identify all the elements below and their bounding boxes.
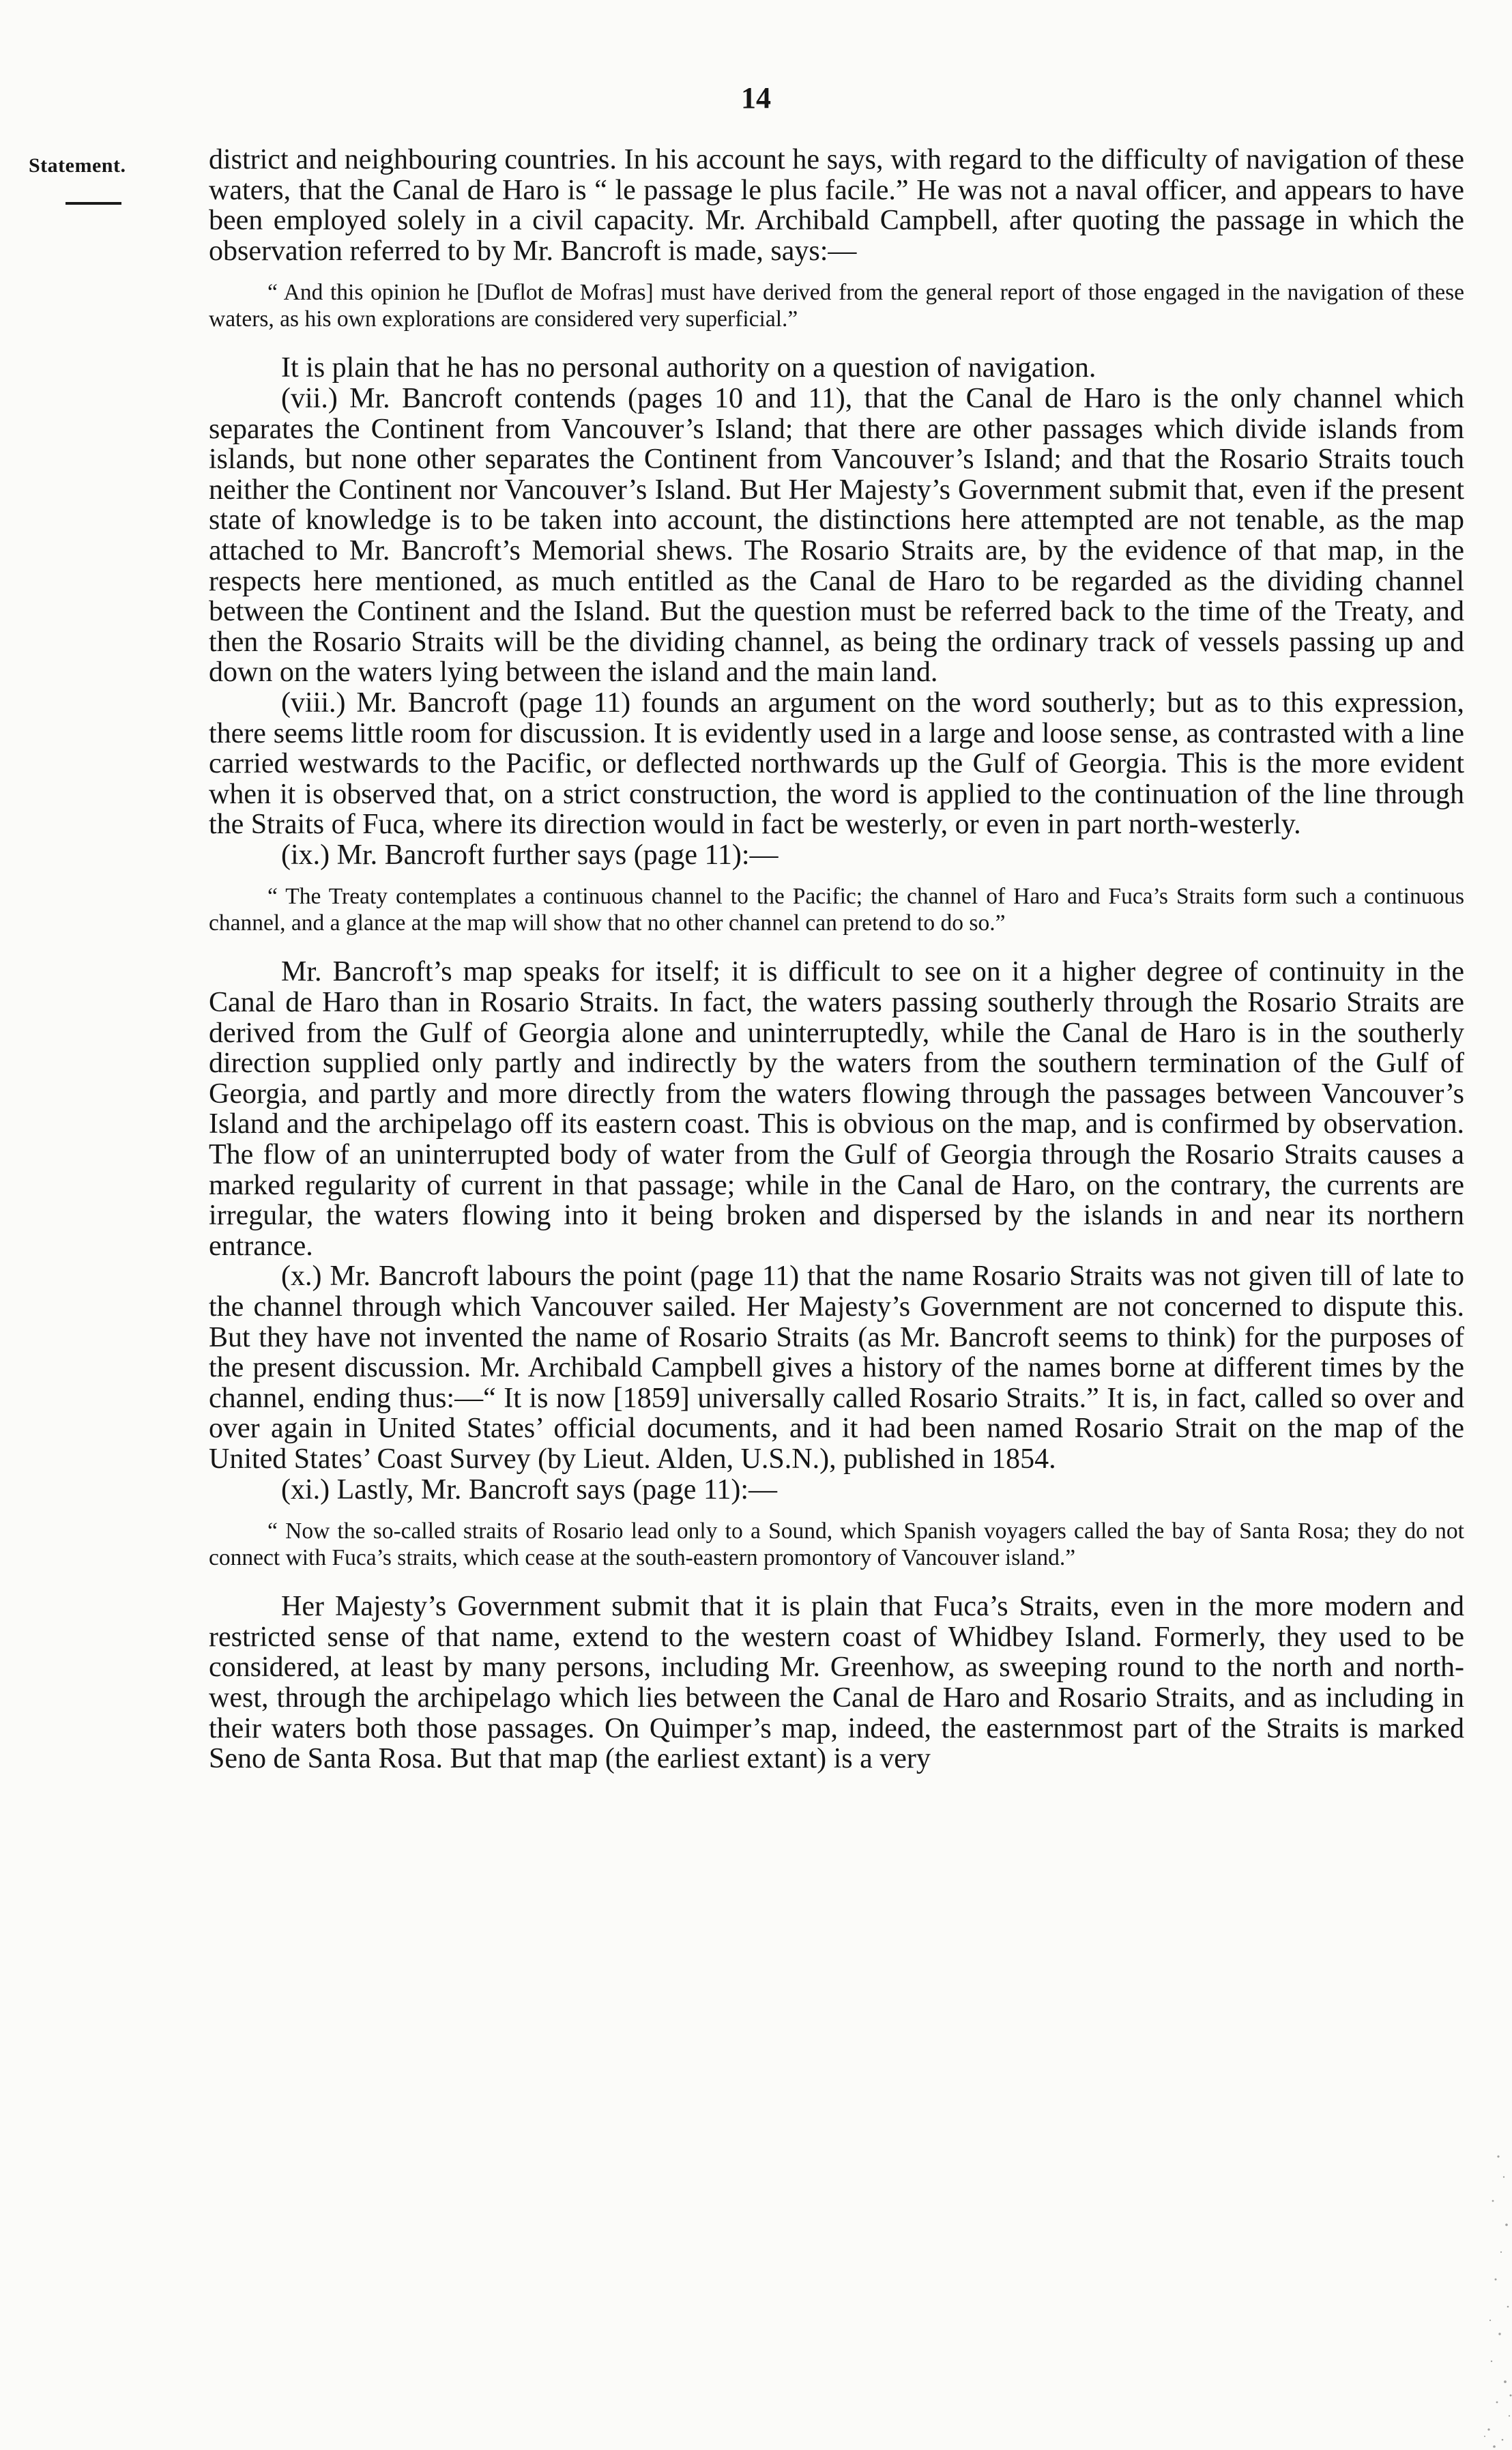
paragraph-map-continuity: Mr. Bancroft’s map speaks for itself; it is difficult to see on it a higher degree of continuity in the Canal de Haro than in Rosario Straits. In fact, the waters passing southerly through the Rosario Straits are derived from the Gulf of Georgia alone and uninterruptedly, while the Canal de Haro is in the southerly direction supplied only partly and indirectly by the waters from the southern termination of the Gulf of Georgia, and partly and more directly from the waters flowing through the passages between Vancouver’s Island and the archipelago off its eastern coast. This is obvious on the map, and is confirmed by observation. The flow of an uninterrupted body of water from the Gulf of Georgia through the Rosario Straits causes a marked regularity of current in that passage; while in the Canal de Haro, on the contrary, the currents are irregular, the waters flowing into it being broken and dispersed by the islands in and near its northern entrance. <box>209 956 1464 1262</box>
quotation-campbell: “ And this opinion he [Duflot de Mofras] must have derived from the general report of those engaged in the navigation of these waters, as his own explorations are considered very superficial.” <box>209 280 1464 332</box>
paper-edge-speckle <box>1451 2136 1512 2450</box>
paragraph-fuca-straits: Her Majesty’s Government submit that it is plain that Fuca’s Straits, even in the more modern and restricted sense of that name, extend to the western coast of Whidbey Island. Formerly, they used to be considered, at least by many persons, including Mr. Greenhow, as sweeping round to the north and north-west, through the archipelago which lies between the Canal de Haro and Rosario Straits, and as including in their waters both those passages. On Quimper’s map, indeed, the easternmost part of the Straits is marked Seno de Santa Rosa. But that map (the earliest extant) is a very <box>209 1591 1464 1775</box>
paragraph-ix: (ix.) Mr. Bancroft further says (page 11):— <box>281 839 779 871</box>
paragraph-continuation: district and neighbouring countries. In his account he says, with regard to the difficulty of navigation of these waters, that the Canal de Haro is “ le passage le plus facile.” He was not a naval officer, and appears to have been employed solely in a civil capacity. Mr. Archibald Campbell, after quoting the passage in which the observation referred to by Mr. Bancroft is made, says:— <box>209 144 1464 267</box>
paragraph-viii: (viii.) Mr. Bancroft (page 11) founds an argument on the word southerly; but as to this expression, there seems little room for discussion. It is evidently used in a large and loose sense, as contrasted with a line carried westwards to the Pacific, or deflected northwards up the Gulf of Georgia. This is the more evident when it is observed that, on a strict construction, the word is applied to the continuation of the line through the Straits of Fuca, where its direction would in fact be westerly, or even in part north-westerly. <box>209 687 1464 841</box>
quotation-treaty: “ The Treaty contemplates a continuous channel to the Pacific; the channel of Haro and Fuca’s Straits form such a continuous channel, and a glance at the map will show that no other channel can pretend to do so.” <box>209 884 1464 936</box>
paragraph-xi: (xi.) Lastly, Mr. Bancroft says (page 11):— <box>281 1473 778 1505</box>
margin-note-statement: Statement. <box>29 154 126 177</box>
paragraph-no-authority: It is plain that he has no personal authority on a question of navigation. <box>281 352 1096 384</box>
quotation-rosario: “ Now the so-called straits of Rosario lead only to a Sound, which Spanish voyagers called the bay of Santa Rosa; they do not connect with Fuca’s straits, which cease at the south-eastern promontory of Vancouver island.” <box>209 1518 1464 1570</box>
paragraph-x: (x.) Mr. Bancroft labours the point (page 11) that the name Rosario Straits was not given till of late to the channel through which Vancouver sailed. Her Majesty’s Government are not concerned to dispute this. But they have not invented the name of Rosario Straits (as Mr. Bancroft seems to think) for the purposes of the present discussion. Mr. Archibald Campbell gives a history of the names borne at different times by the channel, ending thus:—“ It is now [1859] universally called Rosario Straits.” It is, in fact, called so over and over again in United States’ official documents, and it had been named Rosario Strait on the map of the United States’ Coast Survey (by Lieut. Alden, U.S.N.), published in 1854. <box>209 1260 1464 1475</box>
margin-rule <box>66 202 121 205</box>
text-column <box>209 145 1464 1774</box>
paragraph-vii: (vii.) Mr. Bancroft contends (pages 10 and 11), that the Canal de Haro is the only channel which separates the Continent from Vancouver’s Island; that there are other passages which divide islands from islands, but none other separates the Continent from Vancouver’s Island; and that the Rosario Straits touch neither the Continent nor Vancouver’s Island. But Her Majesty’s Government submit that, even if the present state of knowledge is to be taken into account, the distinctions here attempted are not tenable, as the map attached to Mr. Bancroft’s Memorial shews. The Rosario Straits are, by the evidence of that map, in the respects here mentioned, as much entitled as the Canal de Haro to be regarded as the dividing channel between the Continent and the Island. But the question must be referred back to the time of the Treaty, and then the Rosario Straits will be the dividing channel, as being the ordinary track of vessels passing up and down on the waters lying between the island and the main land. <box>209 382 1464 689</box>
page-number: 14 <box>741 81 771 115</box>
